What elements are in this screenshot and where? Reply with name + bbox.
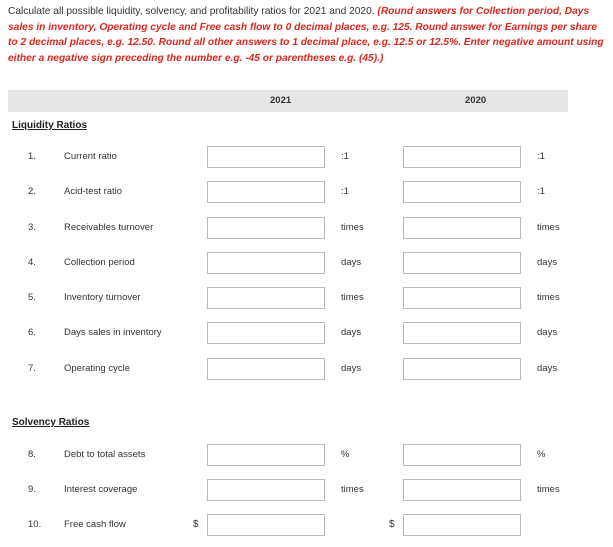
unit-label: :1 (341, 151, 349, 162)
instructions-text (8, 4, 608, 66)
row-label: Operating cycle (64, 363, 131, 374)
collection-period-2021-input[interactable] (207, 252, 325, 274)
instructions-emphasis: (Round answers for Collection period, Days sales in inventory, Operating cycle and Free cash flow to 0 decimal places, e.g. 125. Round answer for Earnings per share to 2 decimal places, e.g. 12.50. Round all other answers to 1 decimal place, e.g. 12.5 or 12.5%. Enter negative amount using either a negative sign preceding the number e.g. -45 or parentheses e.g. (45).) (8, 6, 604, 64)
unit-label: times (341, 222, 364, 233)
ratio-row-days-sales-in-inventory (0, 322, 613, 346)
debt-to-total-assets-2020-input[interactable] (403, 444, 521, 466)
row-number: 9. (28, 484, 36, 495)
unit-label: times (341, 292, 364, 303)
acid-test-ratio-2021-input[interactable] (207, 181, 325, 203)
unit-label: days (341, 363, 362, 374)
row-label: Debt to total assets (64, 449, 146, 460)
operating-cycle-2020-input[interactable] (403, 358, 521, 380)
row-number: 8. (28, 449, 36, 460)
row-label: Free cash flow (64, 519, 126, 530)
row-label: Current ratio (64, 151, 117, 162)
ratio-row-acid-test-ratio (0, 181, 613, 205)
inventory-turnover-2021-input[interactable] (207, 287, 325, 309)
ratio-row-collection-period (0, 252, 613, 276)
receivables-turnover-2020-input[interactable] (403, 217, 521, 239)
interest-coverage-2020-input[interactable] (403, 479, 521, 501)
unit-label: days (341, 257, 362, 268)
operating-cycle-2021-input[interactable] (207, 358, 325, 380)
ratio-row-interest-coverage (0, 479, 613, 503)
unit-label: % (341, 449, 350, 460)
unit-label: :1 (537, 151, 545, 162)
current-ratio-2021-input[interactable] (207, 146, 325, 168)
row-number: 10. (28, 519, 42, 530)
row-label: Days sales in inventory (64, 327, 162, 338)
unit-label: % (537, 449, 546, 460)
unit-label: times (537, 222, 560, 233)
row-number: 2. (28, 186, 36, 197)
acid-test-ratio-2020-input[interactable] (403, 181, 521, 203)
row-label: Interest coverage (64, 484, 138, 495)
free-cash-flow-2021-input[interactable] (207, 514, 325, 536)
unit-label: times (537, 484, 560, 495)
row-number: 3. (28, 222, 36, 233)
solvency-section-title: Solvency Ratios (12, 417, 90, 428)
receivables-turnover-2021-input[interactable] (207, 217, 325, 239)
debt-to-total-assets-2021-input[interactable] (207, 444, 325, 466)
liquidity-section-title: Liquidity Ratios (12, 120, 87, 131)
row-number: 4. (28, 257, 36, 268)
ratio-row-receivables-turnover (0, 217, 613, 241)
dollar-sign: $ (389, 519, 395, 530)
unit-label: :1 (341, 186, 349, 197)
row-label: Acid-test ratio (64, 186, 123, 197)
free-cash-flow-2020-input[interactable] (403, 514, 521, 536)
ratio-row-current-ratio (0, 146, 613, 170)
unit-label: days (537, 257, 558, 268)
row-number: 7. (28, 363, 36, 374)
dollar-sign: $ (193, 519, 199, 530)
instructions-plain: Calculate all possible liquidity, solvency, and profitability ratios for 2021 and 2020. (8, 6, 378, 17)
inventory-turnover-2020-input[interactable] (403, 287, 521, 309)
column-header-2021: 2021 (270, 95, 292, 106)
unit-label: times (341, 484, 364, 495)
unit-label: days (537, 327, 558, 338)
unit-label: days (341, 327, 362, 338)
unit-label: :1 (537, 186, 545, 197)
collection-period-2020-input[interactable] (403, 252, 521, 274)
ratio-row-inventory-turnover (0, 287, 613, 311)
row-label: Collection period (64, 257, 135, 268)
ratio-row-debt-to-total-assets (0, 444, 613, 468)
column-header-2020: 2020 (465, 95, 487, 106)
row-number: 5. (28, 292, 36, 303)
ratio-row-free-cash-flow (0, 514, 613, 538)
days-sales-in-inventory-2021-input[interactable] (207, 322, 325, 344)
row-label: Inventory turnover (64, 292, 141, 303)
ratio-row-operating-cycle (0, 358, 613, 382)
interest-coverage-2021-input[interactable] (207, 479, 325, 501)
unit-label: times (537, 292, 560, 303)
row-label: Receivables turnover (64, 222, 154, 233)
table-header (8, 90, 568, 112)
row-number: 6. (28, 327, 36, 338)
row-number: 1. (28, 151, 36, 162)
current-ratio-2020-input[interactable] (403, 146, 521, 168)
unit-label: days (537, 363, 558, 374)
days-sales-in-inventory-2020-input[interactable] (403, 322, 521, 344)
